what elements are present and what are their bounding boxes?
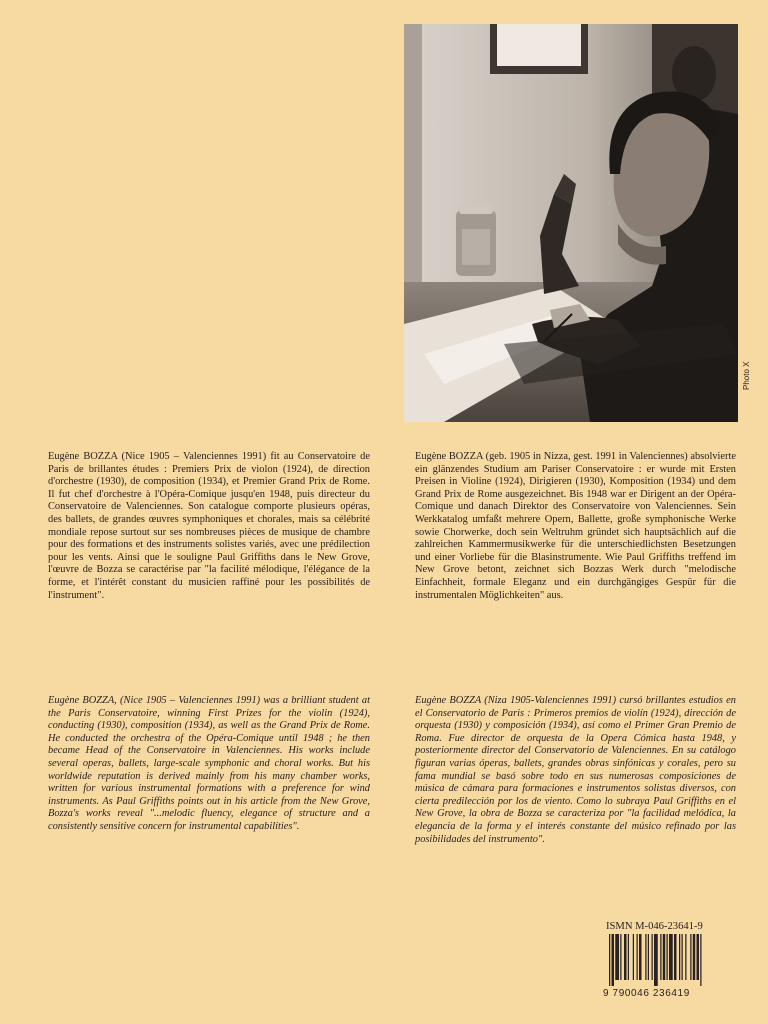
bio-english bbox=[48, 695, 370, 834]
photo-credit: Photo X bbox=[742, 361, 751, 390]
barcode-bar bbox=[620, 934, 621, 980]
barcode-bar bbox=[648, 934, 649, 980]
barcode-bar bbox=[612, 934, 615, 986]
bio-german bbox=[415, 451, 736, 602]
barcode-bar bbox=[693, 934, 696, 980]
barcode-bar bbox=[654, 934, 658, 986]
barcode-bar bbox=[624, 934, 627, 980]
barcode-bar bbox=[637, 934, 638, 980]
barcode-bar bbox=[660, 934, 661, 980]
barcode-bars bbox=[603, 934, 736, 986]
barcode-bar bbox=[679, 934, 680, 980]
bio-english-text: Eugène BOZZA, (Nice 1905 – Valenciennes 1991) was a brilliant student at the Paris Conservatoire, winning First Prizes for the violin (1924), conducting (1930), composition (1934), as well as the Grand Prix de Rome. He conducted the orchestra of the Opéra-Comique until 1948 ; he then became Head of the Conservatoire in Valenciennes. His works include several operas, ballets, large-scale symphonic and choral works. But his worldwide reputation is derived mainly from his many chamber works, written for various instrumental formations with a preference for wind instruments. As Paul Griffiths points out in his article from the New Grove, Bozza's works reveal "...melodic fluency, elegance of structure and a consistently sensitive concern for instrumental capabilities". bbox=[48, 695, 370, 832]
bio-spanish-text: Eugène BOZZA (Niza 1905-Valenciennes 1991) cursó brillantes estudios en el Conservatorio de Paris : Primeros premios de violín (1924), dirección de orquesta (1930) y composición (1934), así como el Primer Gran Premio de Roma. Fue director de orquesta de la Opera Cómica hasta 1948, y posteriormente director del Conservatorio de Valenciennes. En su catálogo figuran varias óperas, ballets, grandes obras sinfónicas y corales, pero su fama mundial se basó sobre todo en sus numerosas composiciones de música de cámara para formaciones e instrumentos solistas diversos, con cierta predilección por los de viento. Como lo subraya Paul Griffiths en el New Grove, la obra de Bozza se caracteriza por "la facilidad melódica, la elegancia de la forma y el interés constante del músico refinado por las posibilidades del instrumento". bbox=[415, 695, 736, 845]
bio-french-text: Eugène BOZZA (Nice 1905 – Valenciennes 1991) fit au Conservatoire de Paris de brillantes études : Premiers Prix de violon (1924), de direction d'orchestre (1930), de composition (1934), et Premier Grand Prix de Rome. Il fut chef d'orchestre à l'Opéra-Comique jusqu'en 1948, puis directeur du Conservatoire de Valenciennes. Son catalogue comporte plusieurs opéras, des ballets, de grandes œuvres symphoniques et chorales, mais sa célébrité mondiale repose surtout sur ses nombreuses pièces de musique de chambre pour des formations et des instruments solistes variés, avec une prédilection pour les vents. Ainsi que le souligne Paul Griffiths dans le New Grove, l'œuvre de Bozza se caractérise par "la facilité mélodique, l'élégance de la forme, et l'intérêt constant du musicien raffiné pour les possibilités de l'instrument". bbox=[48, 451, 370, 601]
bio-french bbox=[48, 451, 370, 602]
barcode-bar bbox=[669, 934, 673, 980]
barcode-bar bbox=[633, 934, 634, 980]
barcode-bar bbox=[690, 934, 691, 980]
barcode-bar bbox=[615, 934, 619, 980]
barcode-bar bbox=[697, 934, 700, 980]
portrait-photo bbox=[404, 24, 738, 422]
barcode-bar bbox=[652, 934, 653, 980]
barcode bbox=[603, 934, 736, 986]
barcode-digits: 9 790046 236419 bbox=[603, 988, 690, 999]
barcode-bar bbox=[685, 934, 686, 980]
barcode-bar bbox=[609, 934, 610, 986]
barcode-bar bbox=[667, 934, 668, 980]
portrait-illustration bbox=[404, 24, 738, 422]
bio-german-text: Eugène BOZZA (geb. 1905 in Nizza, gest. 1991 in Valenciennes) absolvierte ein glänzendes Studium am Pariser Conservatoire : er wurde mit Ersten Preisen in Violine (1924), Dirigieren (1930), Komposition (1934) und dem Grand Prix de Rome ausgezeichnet. Bis 1948 war er Dirigent an der Opéra-Comique und danach Direktor des Conservatoire von Valenciennes. Sein Werkkatalog umfaßt mehrere Opern, Ballette, große symphonische Werke sowie Chorwerke, doch sein Weltruhm gründet sich hauptsächlich auf die zahlreichen Kammermusikwerke für die unterschiedlichsten Besetzungen und einer Vorliebe für die Blasinstrumente. Wie Paul Griffiths treffend im New Grove betont, zeichnet sich Bozzas Werk durch "melodische Einfachheit, formale Eleganz und ein durchgängiges Gespür für die instrumentalen Möglichkeiten" aus. bbox=[415, 451, 736, 601]
barcode-bar bbox=[682, 934, 683, 980]
barcode-bar bbox=[645, 934, 646, 980]
ismn-number: ISMN M-046-23641-9 bbox=[606, 921, 703, 932]
barcode-bar bbox=[700, 934, 701, 986]
barcode-bar bbox=[628, 934, 629, 980]
bio-spanish bbox=[415, 695, 736, 846]
barcode-bar bbox=[663, 934, 666, 980]
barcode-bar bbox=[639, 934, 642, 980]
barcode-bar bbox=[674, 934, 677, 980]
